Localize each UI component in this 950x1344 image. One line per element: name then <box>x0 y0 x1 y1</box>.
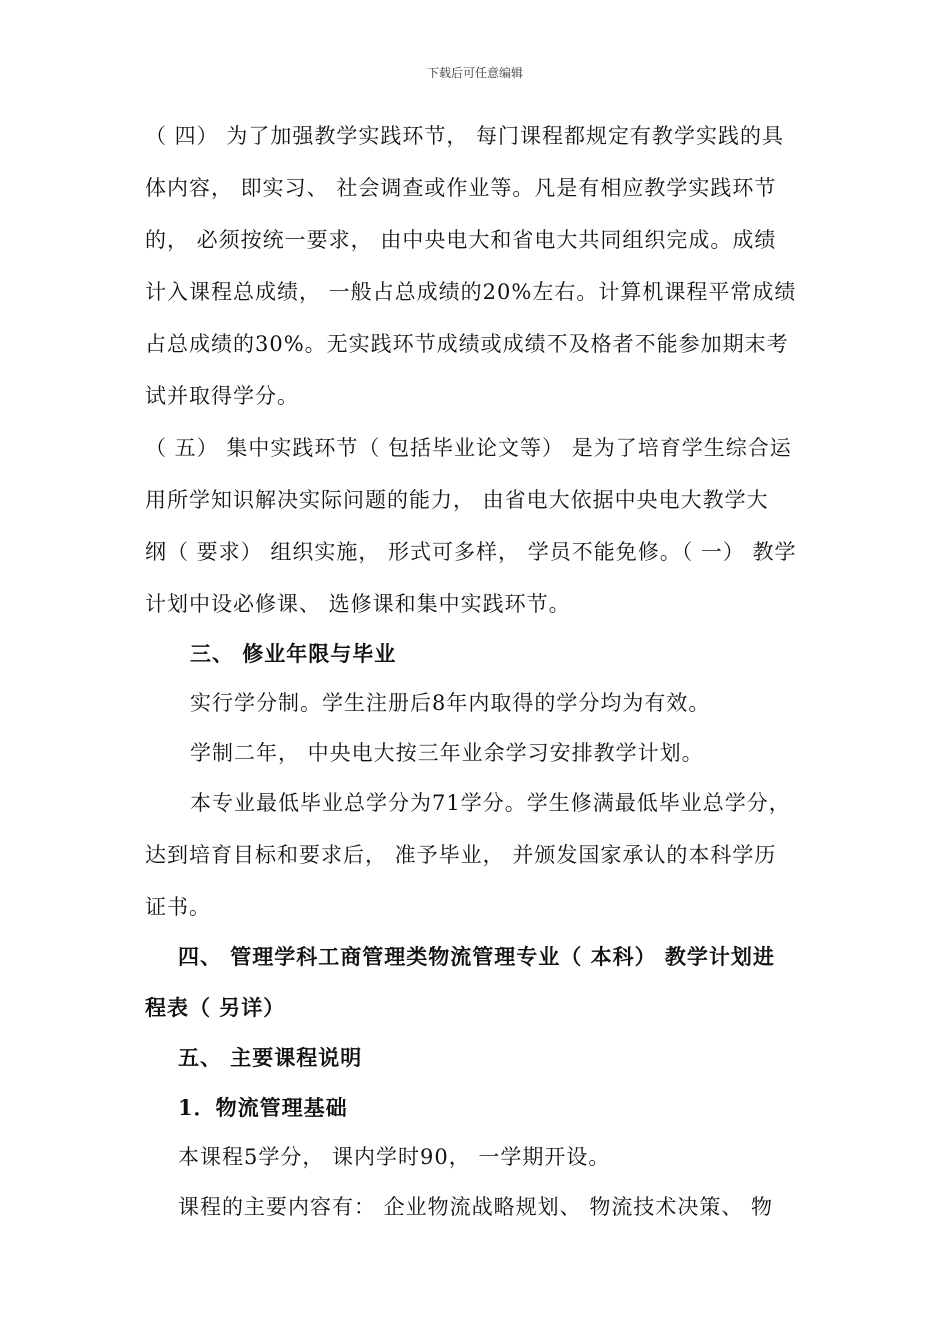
text-line: （ 四） 为了加强教学实践环节， 每门课程都规定有教学实践的具 <box>145 124 785 148</box>
text-line: （ 五） 集中实践环节（ 包括毕业论文等） 是为了培育学生综合运 <box>145 436 792 460</box>
text-line: 证书。 <box>145 895 211 919</box>
text-line: 的， 必须按统一要求， 由中央电大和省电大共同组织完成。成绩 <box>145 228 777 252</box>
text-line: 体内容， 即实习、 社会调查或作业等。凡是有相应教学实践环节 <box>145 176 777 200</box>
section-heading: 五、 主要课程说明 <box>178 1045 363 1070</box>
page-header: 下载后可任意编辑 <box>426 66 523 80</box>
text-line: 本专业最低毕业总学分为71学分。学生修满最低毕业总学分， <box>190 791 791 815</box>
text-line: 计划中设必修课、 选修课和集中实践环节。 <box>145 592 571 616</box>
text-line: 本课程5学分， 课内学时90， 一学期开设。 <box>178 1145 611 1169</box>
text-line: 课程的主要内容有： 企业物流战略规划、 物流技术决策、 物 <box>178 1195 774 1219</box>
text-line: 用所学知识解决实际问题的能力， 由省电大依据中央电大教学大 <box>145 488 769 512</box>
subsection-heading: 1．物流管理基础 <box>178 1095 348 1120</box>
section-heading: 四、 管理学科工商管理类物流管理专业（ 本科） 教学计划进 <box>178 944 775 969</box>
text-line: 试并取得学分。 <box>145 384 299 408</box>
section-heading: 三、 修业年限与毕业 <box>190 641 397 666</box>
text-line: 学制二年， 中央电大按三年业余学习安排教学计划。 <box>190 741 704 765</box>
text-line: 计入课程总成绩， 一般占总成绩的20%左右。计算机课程平常成绩 <box>145 280 797 304</box>
section-heading-continued: 程表（ 另详） <box>145 995 286 1020</box>
text-line: 纲（ 要求） 组织实施， 形式可多样， 学员不能免修。（ 一） 教学 <box>145 540 797 564</box>
text-line: 占总成绩的30%。无实践环节成绩或成绩不及格者不能参加期末考 <box>145 332 789 356</box>
text-line: 实行学分制。学生注册后8年内取得的学分均为有效。 <box>190 691 711 715</box>
text-line: 达到培育目标和要求后， 准予毕业， 并颁发国家承认的本科学历 <box>145 843 777 867</box>
